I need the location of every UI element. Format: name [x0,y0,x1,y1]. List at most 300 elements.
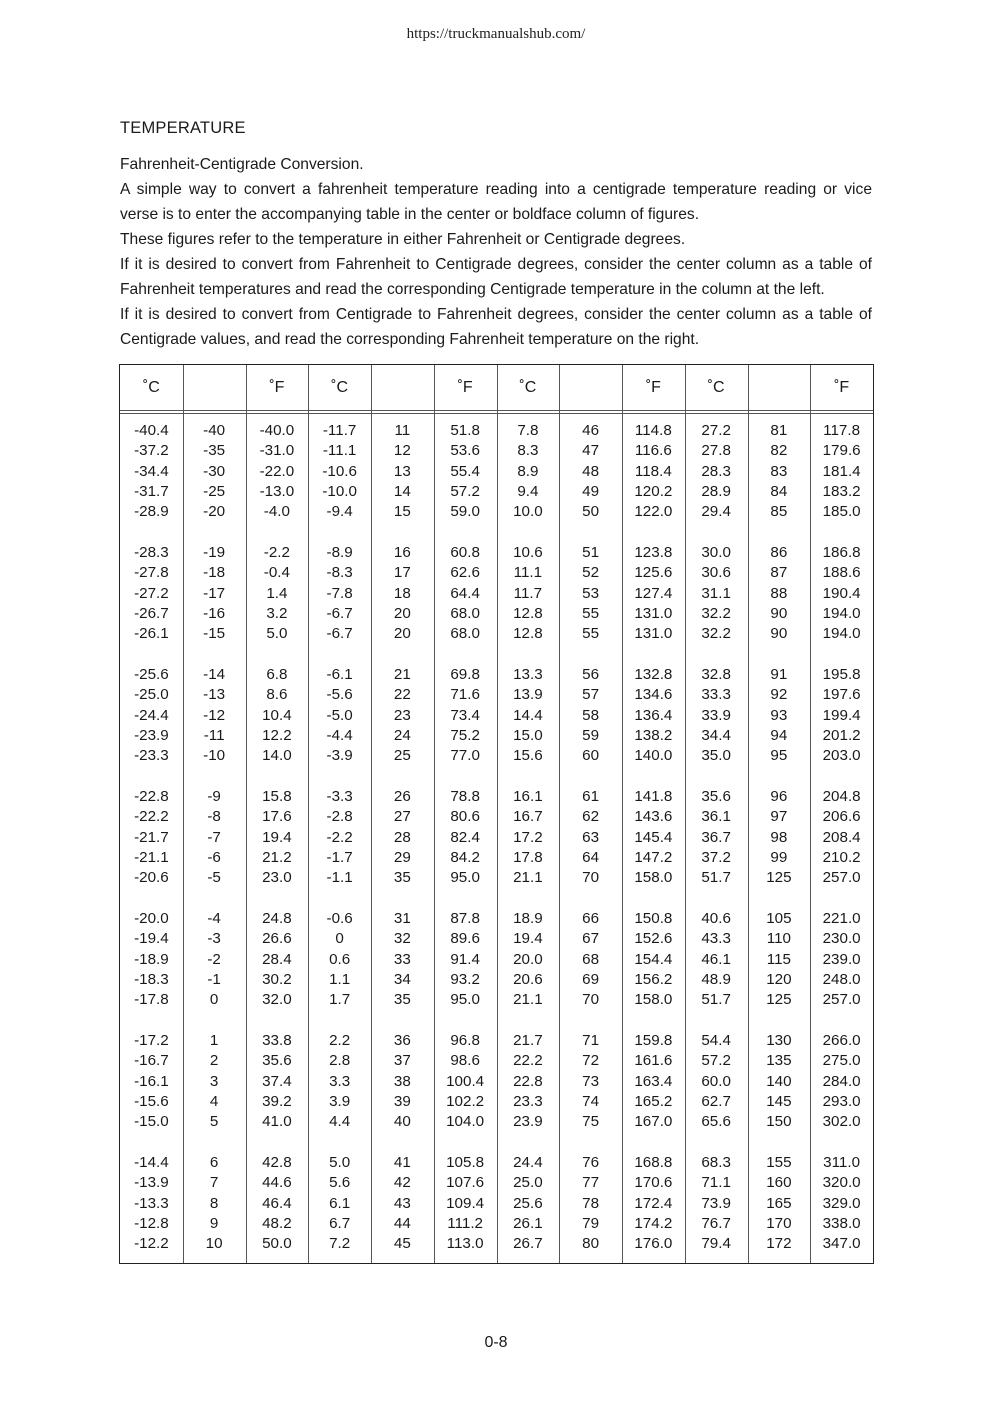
table-cell: 145.4 [634,828,673,846]
table-cell: 26.6 [262,930,292,948]
table-cell: -4.4 [326,726,353,744]
table-cell: -3 [207,930,221,948]
table-cell: 57 [582,686,600,704]
table-cell: 20 [393,625,411,643]
table-cell: 158.0 [634,991,673,1009]
table-cell: -27.2 [134,584,169,602]
table-cell: 284.0 [822,1072,861,1090]
table-cell: 71.1 [701,1174,731,1192]
row-group [120,421,183,543]
row-group [183,787,246,909]
table-cell: -12.2 [134,1235,169,1253]
table-cell: -19.4 [134,930,169,948]
row-group [120,1031,183,1153]
table-cell: 125.6 [634,564,673,582]
table-cell: 55 [582,625,600,643]
table-cell: 22 [393,686,411,704]
table-cell: 25.6 [513,1194,543,1212]
table-cell: 24.8 [262,910,292,927]
table-cell: 95 [770,747,788,765]
row-group [246,1031,309,1153]
row-group [371,421,434,543]
table-cell: 131.0 [634,625,673,643]
table-cell: -25.6 [134,666,169,683]
table-cell: -14 [203,666,226,683]
row-group [748,787,811,909]
table-cell: 5.0 [266,625,288,643]
table-cell: -19 [203,544,226,561]
table-cell: 73 [582,1072,600,1090]
column-header: ˚C [331,379,349,396]
table-cell: -16.7 [134,1052,169,1070]
table-cell: 10 [205,1235,223,1253]
table-cell: 73.9 [701,1194,731,1212]
table-cell: 23.9 [513,1113,543,1131]
table-cell: 37.4 [262,1072,292,1090]
row-group [434,421,497,543]
table-cell: 2.2 [329,1032,351,1049]
table-cell: 2 [209,1052,219,1070]
table-cell: 93 [770,706,788,724]
table-cell: 170.6 [634,1174,673,1192]
table-cell: 204.8 [822,788,861,805]
table-cell: -12.8 [134,1214,169,1232]
table-cell: 28 [393,828,411,846]
table-cell: 140 [766,1072,792,1090]
table-cell: 39.2 [262,1092,292,1110]
table-cell: 185.0 [822,503,861,521]
table-cell: 35.0 [701,747,731,765]
table-cell: 92 [770,686,788,704]
table-cell: -23.3 [134,747,169,765]
table-cell: 2.8 [329,1052,351,1070]
table-cell: 257.0 [822,991,861,1009]
table-cell: 51.7 [701,991,731,1009]
table-cell: -17.8 [134,991,169,1009]
table-cell: 55 [582,604,600,622]
row-group [748,665,811,787]
row-group [685,909,748,1031]
table-cell: 73.4 [450,706,480,724]
table-cell: 32.0 [262,991,292,1009]
table-cell: 98 [770,828,788,846]
table-cell: 329.0 [822,1194,861,1212]
table-cell: 3.3 [329,1072,351,1090]
intro-paragraph: Fahrenheit-Centigrade Conversion. [120,156,364,173]
table-cell: 62.6 [450,564,480,582]
table-cell: 125 [766,869,792,887]
row-group [308,1031,371,1153]
table-cell: 104.0 [446,1113,485,1131]
table-cell: 10.0 [513,503,543,521]
table-cell: -8 [207,808,221,826]
table-cell: 102.2 [446,1092,485,1110]
table-cell: 11.1 [513,564,543,582]
table-column [748,421,811,1275]
table-cell: 78 [582,1194,600,1212]
table-cell: 53 [582,584,600,602]
table-cell: 116.6 [634,442,672,460]
row-group [497,421,560,543]
table-cell: -0.4 [263,564,290,582]
row-group [246,909,309,1031]
table-cell: 44 [393,1214,411,1232]
table-cell: 47 [582,442,600,460]
table-cell: 230.0 [822,930,861,948]
section-heading: TEMPERATURE [120,119,246,137]
table-cell: 31 [393,910,411,927]
row-group [120,1153,183,1275]
table-cell: 42 [393,1174,411,1192]
table-cell: 81 [770,422,788,439]
table-cell: 89.6 [450,930,480,948]
table-cell: 40.6 [701,910,731,927]
table-cell: 42.8 [262,1154,292,1171]
table-cell: 159.8 [634,1032,673,1049]
table-cell: 150.8 [634,910,673,927]
table-cell: 181.4 [822,462,861,480]
table-cell: -18 [203,564,226,582]
table-cell: 84 [770,482,788,500]
table-cell: 86 [770,544,788,561]
table-cell: 16 [393,544,411,561]
table-column [559,421,622,1275]
table-cell: 3.9 [329,1092,351,1110]
table-cell: 44.6 [262,1174,292,1192]
row-group [622,909,685,1031]
table-cell: 135 [766,1052,792,1070]
table-cell: 80.6 [450,808,480,826]
row-group [748,421,811,543]
table-cell: 37.2 [701,848,731,866]
table-cell: 96 [770,788,788,805]
row-group [308,787,371,909]
table-cell: 65.6 [701,1113,731,1131]
row-group [434,909,497,1031]
table-cell: 75 [582,1113,600,1131]
table-cell: 33 [393,950,411,968]
table-cell: 338.0 [822,1214,861,1232]
table-cell: 32.8 [701,666,731,683]
table-cell: 82 [770,442,788,460]
row-group [622,1031,685,1153]
table-cell: -37.2 [134,442,169,460]
table-cell: -6.7 [326,604,353,622]
table-cell: 25 [393,747,411,765]
table-cell: -12 [203,706,226,724]
row-group [685,543,748,665]
table-cell: 208.4 [822,828,861,846]
table-cell: 6.8 [266,666,288,683]
intro-text [120,152,872,352]
table-column [246,421,309,1275]
table-cell: -7 [207,828,221,846]
column-header: ˚F [269,379,285,396]
intro-paragraph: A simple way to convert a fahrenheit temperature reading into a centigrade temperature reading or vice verse is to enter the accompanying table in the center or boldface column of figures. [120,181,872,223]
table-cell: 23 [393,706,411,724]
table-cell: 163.4 [634,1072,673,1090]
table-cell: -16 [203,604,226,622]
table-column [371,421,434,1275]
row-group [685,787,748,909]
row-group [434,543,497,665]
table-cell: 109.4 [446,1194,485,1212]
table-cell: 36.1 [701,808,731,826]
row-group [371,909,434,1031]
row-group [120,543,183,665]
table-cell: -21.1 [134,848,169,866]
table-cell: 143.6 [634,808,673,826]
row-group [183,543,246,665]
table-cell: -13.9 [134,1174,169,1192]
table-cell: -8.3 [326,564,353,582]
table-cell: 115 [766,950,791,968]
table-cell: 167.0 [634,1113,673,1131]
table-cell: -1.7 [326,848,353,866]
table-cell: -13.0 [259,482,295,500]
row-group [622,665,685,787]
table-cell: 91 [770,666,788,683]
table-cell: -35 [203,442,226,460]
table-cell: 59 [582,726,600,744]
table-cell: 22.8 [513,1072,543,1090]
table-cell: 33.9 [701,706,731,724]
table-cell: 28.3 [701,462,731,480]
table-cell: 10.6 [513,544,543,561]
row-group [810,543,873,665]
table-cell: 99 [770,848,788,866]
table-cell: 35.6 [262,1052,292,1070]
table-cell: 62 [582,808,600,826]
table-cell: -25.0 [134,686,169,704]
table-cell: 34.4 [701,726,731,744]
table-cell: -10.6 [322,462,357,480]
table-cell: 186.8 [822,544,861,561]
table-cell: 41 [393,1154,411,1171]
row-group [497,665,560,787]
table-cell: 17 [393,564,411,582]
table-cell: 172 [766,1235,792,1253]
row-group [308,421,371,543]
row-group [559,909,622,1031]
table-cell: -20 [203,503,226,521]
table-cell: 311.0 [823,1154,861,1171]
table-cell: 26.7 [513,1235,543,1253]
table-cell: 60.0 [701,1072,731,1090]
row-group [559,1153,622,1275]
table-cell: 27.8 [701,442,731,460]
table-cell: 67 [582,930,600,948]
table-cell: -5 [207,869,221,887]
table-cell: 26.1 [513,1214,543,1232]
table-cell: 14 [393,482,411,500]
row-group [748,909,811,1031]
table-cell: 195.8 [822,666,861,683]
table-cell: -31.7 [134,482,169,500]
table-cell: 14.0 [262,747,292,765]
table-cell: -1.1 [326,869,353,887]
table-cell: 15.0 [513,726,543,744]
table-cell: 76 [582,1154,600,1171]
row-group [622,787,685,909]
table-column [434,421,497,1275]
table-cell: 302.0 [822,1113,861,1131]
table-cell: 55.4 [450,462,480,480]
table-cell: 66 [582,910,600,927]
table-cell: 58 [582,706,600,724]
table-cell: 50 [582,503,600,521]
table-cell: 105.8 [446,1154,485,1171]
row-group [810,421,873,543]
table-cell: 3 [209,1072,219,1090]
table-cell: 32 [393,930,411,948]
row-group [810,909,873,1031]
table-cell: 37 [393,1052,411,1070]
table-cell: 11 [394,422,411,439]
table-cell: 4.4 [329,1113,351,1131]
table-cell: 183.2 [822,482,861,500]
table-cell: 20.0 [513,950,543,968]
row-group [810,665,873,787]
table-cell: 97 [770,808,788,826]
table-cell: -26.1 [134,625,169,643]
table-cell: 50.0 [262,1235,292,1253]
row-group [748,1153,811,1275]
table-cell: 63 [582,828,600,846]
table-cell: 21.2 [262,848,292,866]
table-cell: 113.0 [446,1235,484,1253]
table-cell: -4 [207,910,221,927]
table-cell: 174.2 [634,1214,673,1232]
table-cell: 16.1 [513,788,543,805]
table-cell: 25.0 [513,1174,543,1192]
table-cell: 118.4 [634,462,672,480]
table-cell: 98.6 [450,1052,480,1070]
row-group [183,1153,246,1275]
table-cell: 147.2 [634,848,673,866]
table-cell: 88 [770,584,788,602]
table-cell: 32.2 [701,625,731,643]
table-cell: 84.2 [450,848,480,866]
table-cell: 7 [209,1174,219,1192]
table-cell: -9 [207,788,221,805]
row-group [434,665,497,787]
row-group [371,787,434,909]
row-group [371,1031,434,1153]
table-cell: 28.4 [262,950,292,968]
table-cell: -15.6 [134,1092,169,1110]
table-cell: -3.9 [326,747,353,765]
intro-paragraph: These figures refer to the temperature in either Fahrenheit or Centigrade degrees. [120,231,686,248]
table-cell: 0 [335,930,344,948]
table-cell: 27 [393,808,411,826]
intro-paragraph: If it is desired to convert from Centigrade to Fahrenheit degrees, consider the center column as a table of Centigrade values, and read the corresponding Fahrenheit temperature on the right. [120,306,872,348]
table-column [120,421,183,1275]
row-group [497,909,560,1031]
table-cell: 83 [770,462,788,480]
table-cell: 30.6 [701,564,731,582]
table-column [308,421,371,1275]
row-group [497,1153,560,1275]
table-cell: 48.9 [701,970,731,988]
table-cell: 51.7 [701,869,731,887]
table-cell: -22.8 [134,788,169,805]
table-cell: 68.0 [450,604,480,622]
table-cell: 49 [582,482,600,500]
table-cell: 172.4 [634,1194,673,1212]
table-column [183,421,246,1275]
table-cell: 64 [582,848,600,866]
table-cell: 8.3 [517,442,539,460]
table-cell: 72 [582,1052,600,1070]
row-group [497,787,560,909]
row-group [497,543,560,665]
table-cell: 140.0 [634,747,673,765]
table-cell: 21 [393,666,411,683]
table-cell: 51 [582,544,600,561]
table-cell: 16.7 [513,808,543,826]
table-cell: -23.9 [134,726,169,744]
table-cell: 158.0 [634,869,673,887]
table-cell: 201.2 [822,726,861,744]
table-cell: -2.2 [326,828,353,846]
table-cell: 5.6 [329,1174,351,1192]
table-cell: 32.2 [701,604,731,622]
table-cell: 87 [770,564,788,582]
table-cell: 179.6 [822,442,861,460]
table-cell: -2.8 [326,808,353,826]
page-url: https://truckmanualshub.com/ [406,26,586,42]
table-cell: 45 [393,1235,411,1253]
table-cell: 3.2 [266,604,288,622]
table-cell: -34.4 [134,462,169,480]
table-cell: 24.4 [513,1154,543,1171]
table-cell: 94 [770,726,788,744]
row-group [371,1153,434,1275]
table-cell: -11.1 [322,442,357,460]
table-cell: 110 [766,930,791,948]
table-cell: -1 [207,970,221,988]
table-cell: 320.0 [822,1174,861,1192]
table-cell: -7.8 [326,584,353,602]
table-cell: 43.3 [701,930,731,948]
table-cell: 60.8 [450,544,480,561]
table-cell: 1.1 [329,970,351,988]
table-cell: -15.0 [134,1113,169,1131]
table-cell: 77.0 [450,747,480,765]
table-cell: 11.7 [513,584,543,602]
table-cell: 134.6 [634,686,673,704]
table-cell: 5.0 [329,1154,351,1171]
row-group [622,421,685,543]
table-cell: -21.7 [134,828,169,846]
row-group [120,787,183,909]
table-cell: 31.1 [701,584,731,602]
row-group [246,665,309,787]
table-cell: 0.6 [329,950,351,968]
table-cell: 22.2 [513,1052,543,1070]
table-cell: 71.6 [450,686,480,704]
table-cell: 68.3 [701,1154,731,1171]
row-group [183,1031,246,1153]
row-group [308,909,371,1031]
table-cell: 203.0 [822,747,861,765]
row-group [246,1153,309,1275]
table-cell: 17.8 [513,848,543,866]
table-cell: -16.1 [134,1072,169,1090]
table-cell: 46.4 [262,1194,292,1212]
row-group [685,665,748,787]
